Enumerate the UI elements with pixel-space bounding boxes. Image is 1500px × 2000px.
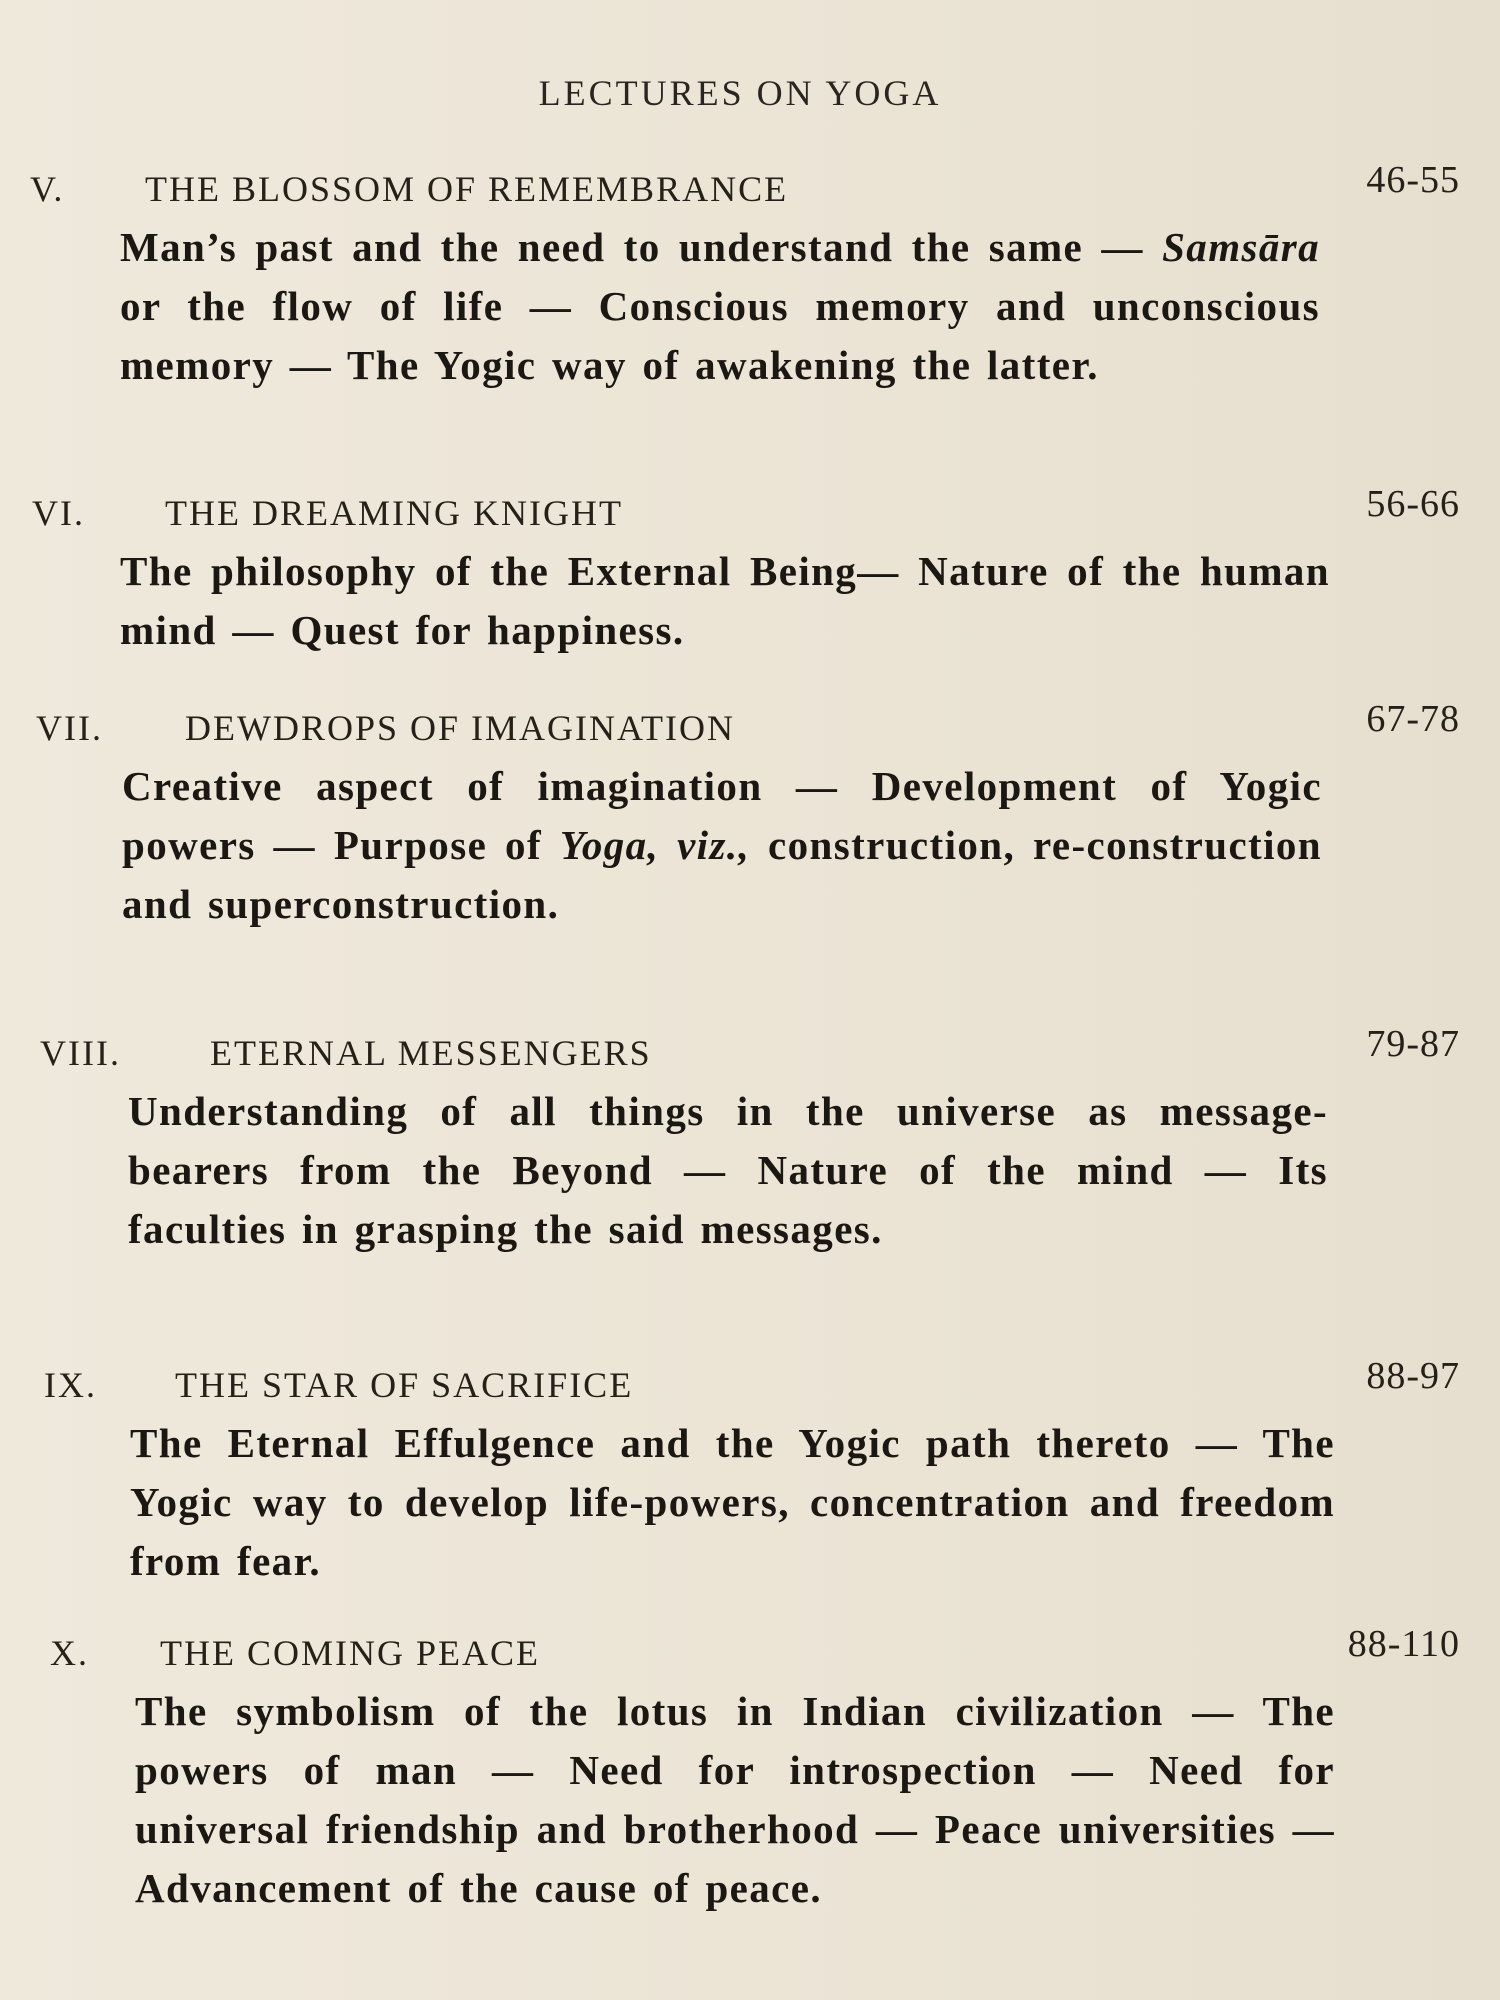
page-range: 79-87	[1366, 1023, 1460, 1065]
chapter-numeral: V.	[30, 169, 65, 209]
chapter-summary: Man’s past and the need to understand the same — Samsāra or the flow of life — Conscious memory and unconscious memory — The Yogic way of awakening the latter.	[120, 224, 1320, 388]
page-range: 56-66	[1366, 483, 1460, 525]
toc-entry-x	[0, 1623, 1500, 1918]
page-range: 88-97	[1366, 1355, 1460, 1397]
chapter-title: THE STAR OF SACRIFICE	[175, 1365, 634, 1405]
entry-heading	[0, 698, 1500, 757]
page-range: 67-78	[1366, 698, 1460, 740]
toc-entry-vi	[0, 483, 1500, 660]
entry-heading	[0, 1623, 1500, 1682]
toc-entry-ix	[0, 1355, 1500, 1591]
entry-heading	[0, 483, 1500, 542]
chapter-title: THE BLOSSOM OF REMEMBRANCE	[145, 169, 789, 209]
chapter-numeral: X.	[50, 1633, 89, 1673]
chapter-numeral: IX.	[44, 1365, 97, 1405]
toc-entry-vii	[0, 698, 1500, 934]
chapter-summary: The philosophy of the External Being— Nature of the human mind — Quest for happiness.	[120, 548, 1330, 653]
chapter-summary: Creative aspect of imagination — Development of Yogic powers — Purpose of Yoga, viz., construction, re-construction and superconstruction.	[122, 763, 1322, 927]
chapter-summary: The Eternal Effulgence and the Yogic path thereto — The Yogic way to develop life-powers, concentration and freedom from fear.	[130, 1420, 1335, 1584]
page-range: 46-55	[1366, 159, 1460, 201]
running-header: LECTURES ON YOGA	[538, 73, 942, 113]
chapter-summary: The symbolism of the lotus in Indian civilization — The powers of man — Need for introspection — Need for universal friendship and brotherhood — Peace universities — Advancement of the cause of peace.	[135, 1688, 1335, 1911]
toc-entry-v	[0, 159, 1500, 395]
chapter-numeral: VIII.	[40, 1033, 121, 1073]
chapter-title: THE COMING PEACE	[160, 1633, 540, 1673]
toc-entry-viii	[0, 1023, 1500, 1259]
page-range: 88-110	[1347, 1623, 1460, 1665]
chapter-numeral: VII.	[36, 708, 103, 748]
entry-heading	[0, 159, 1500, 218]
chapter-title: ETERNAL MESSENGERS	[210, 1033, 652, 1073]
entry-heading	[0, 1023, 1500, 1082]
chapter-title: DEWDROPS OF IMAGINATION	[185, 708, 735, 748]
chapter-title: THE DREAMING KNIGHT	[165, 493, 623, 533]
chapter-summary: Understanding of all things in the universe as message-bearers from the Beyond — Nature of the mind — Its faculties in grasping the said messages.	[128, 1088, 1328, 1252]
entry-heading	[0, 1355, 1500, 1414]
chapter-numeral: VI.	[32, 493, 85, 533]
